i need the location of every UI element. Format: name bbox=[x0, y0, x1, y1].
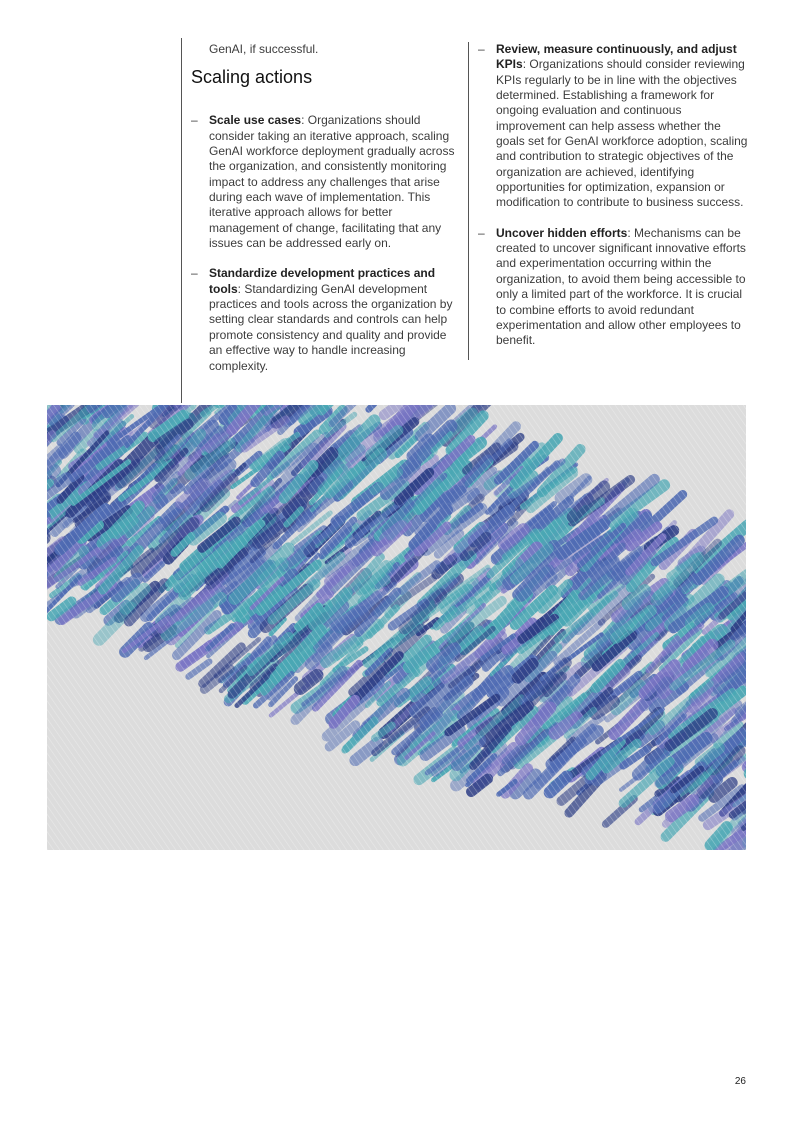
continued-text: GenAI, if successful. bbox=[209, 42, 319, 56]
bullet-dash: – bbox=[478, 225, 485, 240]
artwork-canvas bbox=[47, 405, 746, 850]
item-title: Review, measure continuously, and adjust KPIs bbox=[496, 42, 737, 72]
list-item bbox=[478, 226, 750, 349]
list-item bbox=[191, 266, 463, 373]
item-text: : Organizations should consider reviewing KPIs regularly to be in line with the objectives determined. Establishing a framework for ongoing evaluation and continuous improvement can help assess whether the goals set for GenAI workforce adoption, scaling and contribution to strategic objectives of the organization are achieved, identifying opportunities for optimization, expansion or modification to contribute to business success. bbox=[496, 57, 748, 210]
list-item bbox=[191, 113, 463, 251]
item-title: Scale use cases bbox=[209, 113, 302, 128]
list-item bbox=[478, 42, 750, 211]
item-text: : Organizations should consider taking an iterative approach, scaling GenAI workforce deployment gradually across the organization, and consistently monitoring impact to address any challenges that arise during each wave of implementation. This iterative approach allows for better management of change, facilitating that any issues can be addressed early on. bbox=[209, 113, 455, 251]
abstract-brushstroke-artwork bbox=[47, 405, 746, 850]
item-title: Standardize development practices and tools bbox=[209, 266, 436, 296]
bullet-dash: – bbox=[191, 113, 198, 128]
item-text: : Mechanisms can be created to uncover significant innovative efforts and experimentation occurring within the organization, to avoid them being accessible to only a limited part of the workforce. It is crucial to combine efforts to avoid redundant experimentation and allow other employees to benefit. bbox=[496, 225, 746, 348]
bullet-dash: – bbox=[478, 42, 485, 56]
scaling-actions-list bbox=[191, 113, 463, 374]
left-vertical-rule bbox=[181, 38, 182, 403]
column-divider bbox=[468, 42, 469, 360]
page-number: 26 bbox=[734, 1076, 746, 1087]
item-title: Uncover hidden efforts bbox=[496, 225, 628, 240]
section-heading: Scaling actions bbox=[191, 67, 313, 88]
bullet-dash: – bbox=[191, 266, 198, 281]
item-text: : Standardizing GenAI development practices and tools across the organization by setting clear standards and controls can help promote consistency and quality and provide an effective way to handle increasing complexity. bbox=[209, 281, 453, 373]
right-column bbox=[478, 42, 750, 364]
left-column bbox=[191, 42, 463, 389]
scaling-actions-list-continued bbox=[478, 42, 750, 349]
